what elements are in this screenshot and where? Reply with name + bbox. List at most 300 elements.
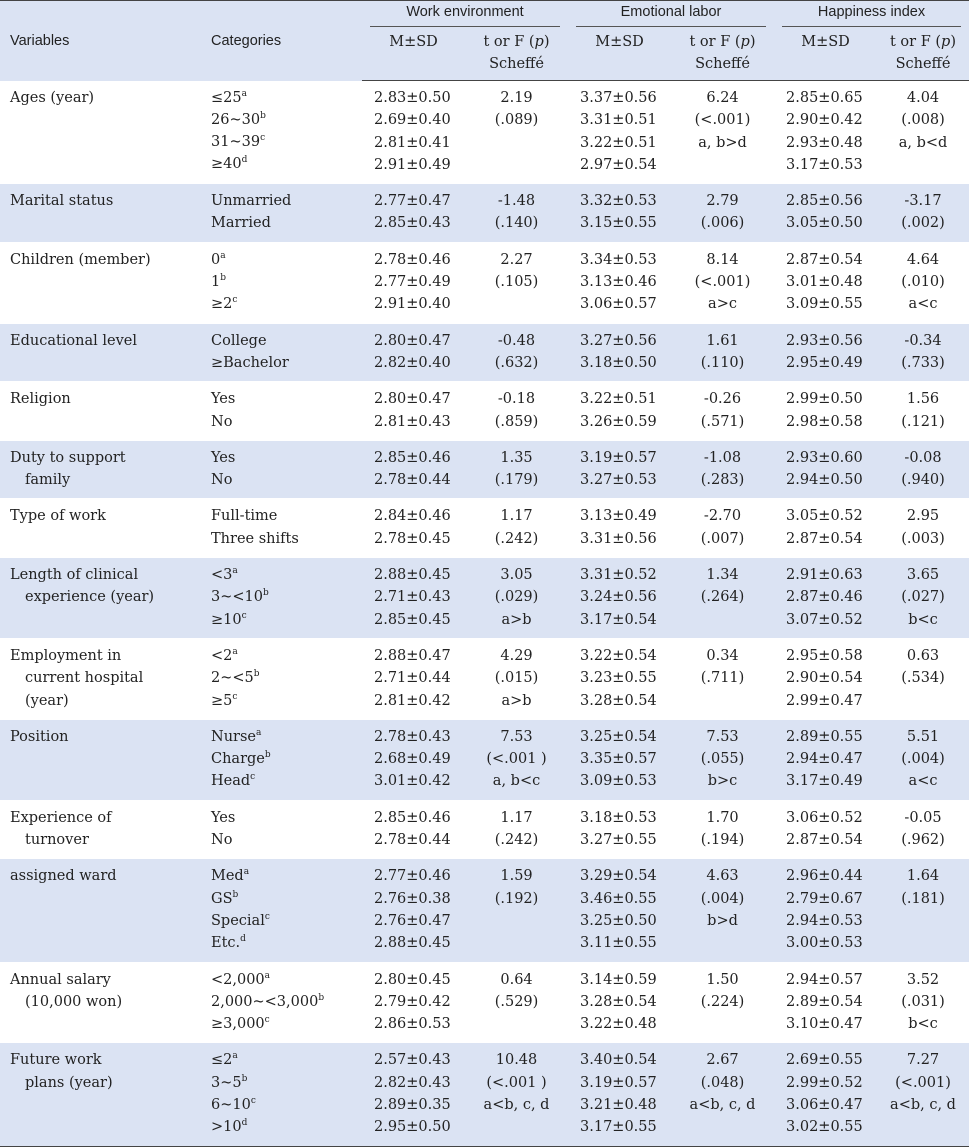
category-superscript: c: [232, 295, 238, 306]
emotional-msd-cell: [568, 1043, 671, 1146]
msd-value: 3.19±0.57: [580, 449, 657, 466]
category-label: 26~30$^b$: [211, 110, 266, 128]
msd-value: 3.18±0.50: [580, 354, 657, 371]
stat-value: 3.65: [906, 567, 940, 584]
work-msd-cell: [362, 962, 465, 1043]
stat-value: b<c: [908, 611, 938, 628]
stat-value: -0.18: [497, 391, 536, 408]
category-superscript: b: [253, 669, 260, 680]
msd-value: 3.37±0.56: [580, 90, 657, 106]
msd-value: 3.05±0.52: [786, 508, 863, 525]
work-msd-cell: [362, 382, 465, 441]
msd-value: 2.87±0.54: [786, 530, 863, 547]
category-superscript: d: [240, 934, 246, 945]
work-stat-cell: [465, 382, 568, 441]
msd-value: 3.29±0.54: [580, 868, 657, 885]
category-superscript: c: [250, 1096, 256, 1107]
happiness-msd-cell: [774, 638, 877, 719]
variable-cell: [0, 719, 211, 800]
category-cell: [211, 440, 362, 499]
msd-value: 2.98±0.58: [786, 413, 863, 430]
variable-cell: [0, 184, 211, 243]
table-row: [0, 81, 969, 184]
stat-value: 8.14: [706, 251, 739, 268]
category-label: Special$^c$: [211, 912, 270, 929]
stat-value: (.121): [901, 413, 945, 430]
happiness-msd-cell: [774, 440, 877, 499]
table-body: [0, 81, 969, 1147]
stat-value: 4.64: [906, 251, 940, 268]
happiness-stat-cell: [877, 638, 969, 719]
msd-value: 3.31±0.51: [580, 112, 657, 129]
category-superscript: c: [264, 1015, 270, 1026]
happiness-msd-cell: [774, 323, 877, 382]
variable-label: Religion: [10, 391, 71, 408]
msd-value: 2.69±0.55: [786, 1052, 863, 1069]
msd-value: 3.24±0.56: [580, 589, 657, 606]
stat-value: (.179): [494, 472, 539, 489]
msd-value: 3.09±0.55: [786, 296, 863, 313]
stat-value: (.089): [494, 112, 539, 129]
emotional-msd-cell: [568, 81, 671, 184]
msd-value: 2.94±0.53: [786, 912, 863, 929]
category-superscript: a: [243, 867, 250, 878]
msd-value: 2.89±0.55: [786, 728, 863, 745]
category-label: $\ge 10^c$: [211, 610, 247, 628]
stat-value: (<.001): [694, 274, 751, 291]
stat-value: b<c: [908, 1016, 938, 1033]
category-label: Full-time: [211, 508, 278, 525]
work-msd-cell: [362, 184, 465, 243]
msd-value: 2.85±0.65: [786, 90, 863, 106]
category-superscript: a: [232, 647, 238, 658]
stat-value: 4.04: [906, 90, 940, 106]
stat-value: (.010): [901, 274, 945, 291]
msd-header: M±SD: [362, 31, 465, 81]
stat-value: 1.64: [906, 868, 940, 885]
stat-value: (.029): [494, 589, 539, 606]
emotional-stat-cell: [671, 184, 774, 243]
emotional-stat-cell: [671, 1043, 774, 1146]
msd-value: 3.31±0.56: [580, 530, 657, 547]
table-row: [0, 499, 969, 558]
work-stat-cell: [465, 242, 568, 323]
stat-value: 0.34: [706, 647, 739, 664]
msd-value: 3.28±0.54: [580, 993, 657, 1010]
stat-value: 0.63: [906, 647, 940, 664]
category-superscript: b: [264, 750, 271, 761]
category-label: $\le 25^a$: [211, 88, 247, 106]
category-label: $<3^a$: [211, 566, 238, 584]
categories-header: Categories: [211, 1, 362, 81]
msd-value: 3.06±0.52: [786, 809, 863, 826]
msd-value: 3.17±0.55: [580, 1119, 657, 1136]
category-cell: [211, 499, 362, 558]
stat-value: 2.79: [706, 193, 739, 210]
work-msd-cell: [362, 859, 465, 962]
table-row: [0, 800, 969, 859]
msd-value: 3.21±0.48: [580, 1096, 657, 1113]
msd-value: 3.00±0.53: [786, 935, 863, 952]
category-label: 3~5$^b$: [211, 1073, 248, 1091]
msd-value: 3.26±0.59: [580, 413, 657, 430]
category-label: Nurse$^a$: [211, 728, 262, 745]
msd-value: 2.96±0.44: [786, 868, 863, 885]
stat-value: -1.08: [703, 449, 742, 466]
msd-value: 3.28±0.54: [580, 692, 657, 709]
stat-value: 3.52: [906, 971, 940, 988]
category-superscript: b: [220, 273, 226, 284]
work-stat-cell: [465, 1043, 568, 1146]
stat-value: 1.34: [706, 567, 739, 584]
work-stat-cell: [465, 81, 568, 184]
work-stat-cell: [465, 184, 568, 243]
msd-value: 2.95±0.58: [786, 647, 863, 664]
work-environment-header: Work environment: [362, 1, 568, 32]
category-superscript: a: [264, 970, 271, 981]
variable-label: Length of clinical: [10, 567, 139, 584]
work-stat-cell: [465, 638, 568, 719]
category-label: Married: [211, 215, 271, 232]
msd-value: 2.93±0.48: [786, 134, 863, 151]
msd-value: 2.93±0.56: [786, 332, 863, 349]
stat-value: (.048): [700, 1074, 745, 1091]
category-label: $>10^d$: [211, 1118, 248, 1136]
work-msd-cell: [362, 242, 465, 323]
work-msd-cell: [362, 1043, 465, 1146]
category-label: $2\sim<5^b$: [211, 669, 260, 687]
emotional-stat-cell: [671, 81, 774, 184]
msd-value: 2.94±0.47: [786, 751, 863, 768]
stat-value: (.004): [901, 751, 945, 768]
msd-value: 2.57±0.43: [374, 1052, 451, 1069]
stat-value: 1.70: [706, 809, 739, 826]
stat-value: a<b, c, d: [689, 1096, 756, 1113]
variable-label: experience (year): [25, 589, 155, 606]
msd-header: M±SD: [568, 31, 671, 81]
happiness-msd-cell: [774, 184, 877, 243]
table-row: [0, 719, 969, 800]
work-stat-cell: [465, 499, 568, 558]
emotional-msd-cell: [568, 242, 671, 323]
category-cell: [211, 962, 362, 1043]
msd-value: 3.46±0.55: [580, 890, 657, 907]
variable-label: current hospital: [25, 670, 144, 687]
category-cell: [211, 323, 362, 382]
variable-label: Future work: [10, 1052, 102, 1069]
msd-value: 2.95±0.50: [374, 1119, 451, 1136]
stat-value: (.632): [494, 354, 539, 371]
msd-value: 3.06±0.47: [786, 1096, 863, 1113]
msd-value: 3.13±0.46: [580, 274, 657, 291]
msd-value: 2.89±0.35: [374, 1096, 451, 1113]
category-superscript: a: [232, 1051, 238, 1062]
happiness-msd-cell: [774, 81, 877, 184]
variable-label: Children (member): [10, 251, 151, 268]
category-label: $3\sim<10^b$: [211, 588, 269, 606]
test-header: t or F (p) Scheffé: [877, 31, 969, 81]
variable-label: Employment in: [10, 647, 122, 664]
category-cell: [211, 638, 362, 719]
variable-label: Annual salary: [10, 971, 111, 988]
stat-value: b>d: [707, 912, 738, 929]
emotional-msd-cell: [568, 859, 671, 962]
msd-value: 2.89±0.54: [786, 993, 863, 1010]
emotional-stat-cell: [671, 440, 774, 499]
msd-value: 2.78±0.44: [374, 832, 451, 849]
msd-value: 3.05±0.50: [786, 215, 863, 232]
variable-label: Ages (year): [10, 89, 95, 106]
stat-value: -0.26: [703, 391, 742, 408]
variables-header: Variables: [0, 1, 211, 81]
msd-value: 2.95±0.49: [786, 354, 863, 371]
stat-value: 1.59: [500, 868, 533, 885]
variable-label: Educational level: [10, 332, 138, 349]
emotional-stat-cell: [671, 499, 774, 558]
msd-value: 2.85±0.43: [374, 215, 451, 232]
category-cell: [211, 1043, 362, 1146]
msd-value: 2.79±0.42: [374, 993, 451, 1010]
category-label: $GS^b$: [211, 889, 239, 907]
work-msd-cell: [362, 800, 465, 859]
msd-value: 2.80±0.45: [374, 971, 451, 988]
msd-value: 2.81±0.43: [374, 413, 451, 430]
stat-value: 1.17: [500, 508, 533, 525]
msd-value: 3.35±0.57: [580, 751, 657, 768]
happiness-stat-cell: [877, 558, 969, 639]
happiness-stat-cell: [877, 323, 969, 382]
category-label: Etc.$^d$: [211, 934, 246, 952]
msd-value: 2.80±0.47: [374, 332, 451, 349]
stat-value: b>c: [707, 773, 738, 790]
msd-value: 3.22±0.48: [580, 1016, 657, 1033]
msd-value: 2.77±0.47: [374, 193, 451, 210]
variable-cell: [0, 242, 211, 323]
emotional-msd-cell: [568, 499, 671, 558]
work-stat-cell: [465, 440, 568, 499]
stat-value: 1.56: [906, 391, 940, 408]
stat-value: a, b>d: [698, 134, 747, 151]
happiness-stat-cell: [877, 1043, 969, 1146]
table-header: [0, 1, 969, 81]
msd-value: 2.91±0.49: [374, 156, 451, 173]
stat-value: 7.27: [906, 1052, 940, 1069]
msd-value: 3.17±0.53: [786, 156, 863, 173]
stat-value: (.733): [901, 354, 945, 371]
emotional-stat-cell: [671, 859, 774, 962]
msd-value: 3.19±0.57: [580, 1074, 657, 1091]
msd-value: 3.32±0.53: [580, 193, 657, 210]
happiness-msd-cell: [774, 1043, 877, 1146]
category-label: $\le 2^a$: [211, 1051, 238, 1069]
msd-value: 3.01±0.48: [786, 274, 863, 291]
msd-value: 2.78±0.46: [374, 251, 451, 268]
category-label: 6~10$^c$: [211, 1096, 256, 1113]
stat-value: (.140): [494, 215, 539, 232]
msd-value: 2.87±0.46: [786, 589, 863, 606]
happiness-stat-cell: [877, 800, 969, 859]
category-label: ≥3,000$^c$: [211, 1015, 270, 1033]
variable-cell: [0, 800, 211, 859]
variable-cell: [0, 323, 211, 382]
msd-value: 3.25±0.54: [580, 728, 657, 745]
category-label: $\ge 40^d$: [211, 155, 248, 173]
stat-value: -2.70: [703, 508, 742, 525]
stat-value: (.711): [700, 670, 745, 687]
variable-label: family: [25, 472, 71, 489]
variable-label: plans (year): [25, 1074, 113, 1091]
msd-value: 2.87±0.54: [786, 251, 863, 268]
stat-value: (.004): [700, 890, 745, 907]
category-label: Yes: [211, 449, 236, 466]
category-superscript: c: [232, 691, 238, 702]
happiness-stat-cell: [877, 184, 969, 243]
category-cell: [211, 859, 362, 962]
variable-cell: [0, 859, 211, 962]
category-superscript: d: [241, 155, 248, 166]
happiness-stat-cell: [877, 81, 969, 184]
stat-value: (.105): [494, 274, 539, 291]
stat-value: (.002): [901, 215, 945, 232]
msd-value: 3.22±0.54: [580, 647, 657, 664]
stat-value: (<.001 ): [486, 751, 547, 768]
variable-label: Experience of: [10, 809, 112, 826]
stat-value: (.529): [494, 993, 539, 1010]
stat-value: (<.001): [895, 1074, 951, 1091]
emotional-msd-cell: [568, 800, 671, 859]
msd-value: 2.82±0.43: [374, 1074, 451, 1091]
msd-value: 3.14±0.59: [580, 971, 657, 988]
happiness-stat-cell: [877, 382, 969, 441]
stat-value: 0.64: [500, 971, 533, 988]
work-msd-cell: [362, 323, 465, 382]
stat-value: -0.48: [497, 332, 536, 349]
msd-value: 2.88±0.47: [374, 647, 451, 664]
variable-label: Type of work: [10, 508, 106, 525]
stat-value: (.003): [901, 530, 945, 547]
msd-value: 3.22±0.51: [580, 134, 657, 151]
stat-value: (.242): [494, 530, 539, 547]
happiness-stat-cell: [877, 719, 969, 800]
category-label: Head$^c$: [211, 772, 256, 790]
msd-value: 2.87±0.54: [786, 832, 863, 849]
msd-value: 2.99±0.50: [786, 391, 863, 408]
happiness-stat-cell: [877, 242, 969, 323]
msd-value: 2.85±0.45: [374, 611, 451, 628]
category-superscript: a: [220, 250, 226, 261]
msd-value: 2.76±0.47: [374, 912, 451, 929]
stat-value: 1.17: [500, 809, 533, 826]
stat-value: (.008): [901, 112, 945, 129]
table-row: [0, 184, 969, 243]
variable-cell: [0, 81, 211, 184]
msd-value: 2.99±0.47: [786, 692, 863, 709]
stat-value: 1.35: [500, 449, 533, 466]
emotional-stat-cell: [671, 719, 774, 800]
msd-value: 2.91±0.40: [374, 296, 451, 313]
category-cell: [211, 81, 362, 184]
variable-label: turnover: [25, 832, 89, 849]
emotional-msd-cell: [568, 382, 671, 441]
stat-value: (.192): [494, 890, 539, 907]
stat-value: (.007): [700, 530, 745, 547]
variable-cell: [0, 962, 211, 1043]
happiness-msd-cell: [774, 499, 877, 558]
category-cell: [211, 184, 362, 243]
stat-value: (.006): [700, 215, 745, 232]
stat-value: 6.24: [706, 90, 739, 106]
msd-value: 3.10±0.47: [786, 1016, 863, 1033]
category-label: College: [211, 332, 267, 349]
emotional-msd-cell: [568, 962, 671, 1043]
msd-value: 2.85±0.46: [374, 809, 451, 826]
stat-value: -0.05: [904, 809, 942, 826]
msd-value: 3.27±0.53: [580, 472, 657, 489]
msd-value: 2.68±0.49: [374, 751, 451, 768]
category-label: Yes: [211, 391, 236, 408]
msd-value: 2.78±0.43: [374, 728, 451, 745]
work-msd-cell: [362, 638, 465, 719]
stat-value: 2.95: [906, 508, 940, 525]
category-label: ≥Bachelor: [211, 354, 289, 371]
table-row: [0, 1043, 969, 1146]
category-label: 0$^a$: [211, 250, 226, 268]
category-superscript: c: [260, 133, 266, 144]
happiness-index-header: Happiness index: [774, 1, 969, 32]
category-cell: [211, 558, 362, 639]
category-cell: [211, 800, 362, 859]
msd-value: 2.94±0.57: [786, 971, 863, 988]
msd-value: 2.80±0.47: [374, 391, 451, 408]
category-label: No: [211, 472, 233, 489]
emotional-msd-cell: [568, 323, 671, 382]
category-superscript: a: [255, 728, 262, 738]
msd-value: 2.81±0.42: [374, 692, 451, 709]
emotional-msd-cell: [568, 440, 671, 499]
happiness-msd-cell: [774, 558, 877, 639]
stat-value: 10.48: [495, 1052, 538, 1069]
happiness-msd-cell: [774, 242, 877, 323]
emotional-stat-cell: [671, 800, 774, 859]
stat-value: (.055): [700, 751, 745, 768]
stat-value: a, b<d: [898, 134, 948, 151]
work-msd-cell: [362, 81, 465, 184]
msd-value: 2.90±0.54: [786, 670, 863, 687]
stat-value: 1.50: [706, 971, 739, 988]
category-label: 1$^b$: [211, 273, 226, 291]
msd-value: 2.99±0.52: [786, 1074, 863, 1091]
variable-label: Duty to support: [10, 449, 126, 466]
msd-value: 3.11±0.55: [580, 935, 657, 952]
category-superscript: c: [264, 912, 270, 923]
msd-value: 3.31±0.52: [580, 567, 657, 584]
stat-value: (.110): [700, 354, 745, 371]
stat-value: (.181): [901, 890, 945, 907]
test-header: t or F (p) Scheffé: [671, 31, 774, 81]
variable-cell: [0, 558, 211, 639]
msd-value: 3.40±0.54: [580, 1052, 657, 1069]
msd-value: 3.18±0.53: [580, 809, 657, 826]
category-superscript: c: [250, 772, 256, 783]
stat-value: a>b: [501, 611, 532, 628]
msd-value: 3.01±0.42: [374, 773, 451, 790]
work-stat-cell: [465, 859, 568, 962]
stat-value: 4.29: [500, 647, 533, 664]
category-label: Yes: [211, 809, 236, 826]
happiness-msd-cell: [774, 962, 877, 1043]
msd-value: 2.81±0.41: [374, 134, 451, 151]
table-row: [0, 558, 969, 639]
